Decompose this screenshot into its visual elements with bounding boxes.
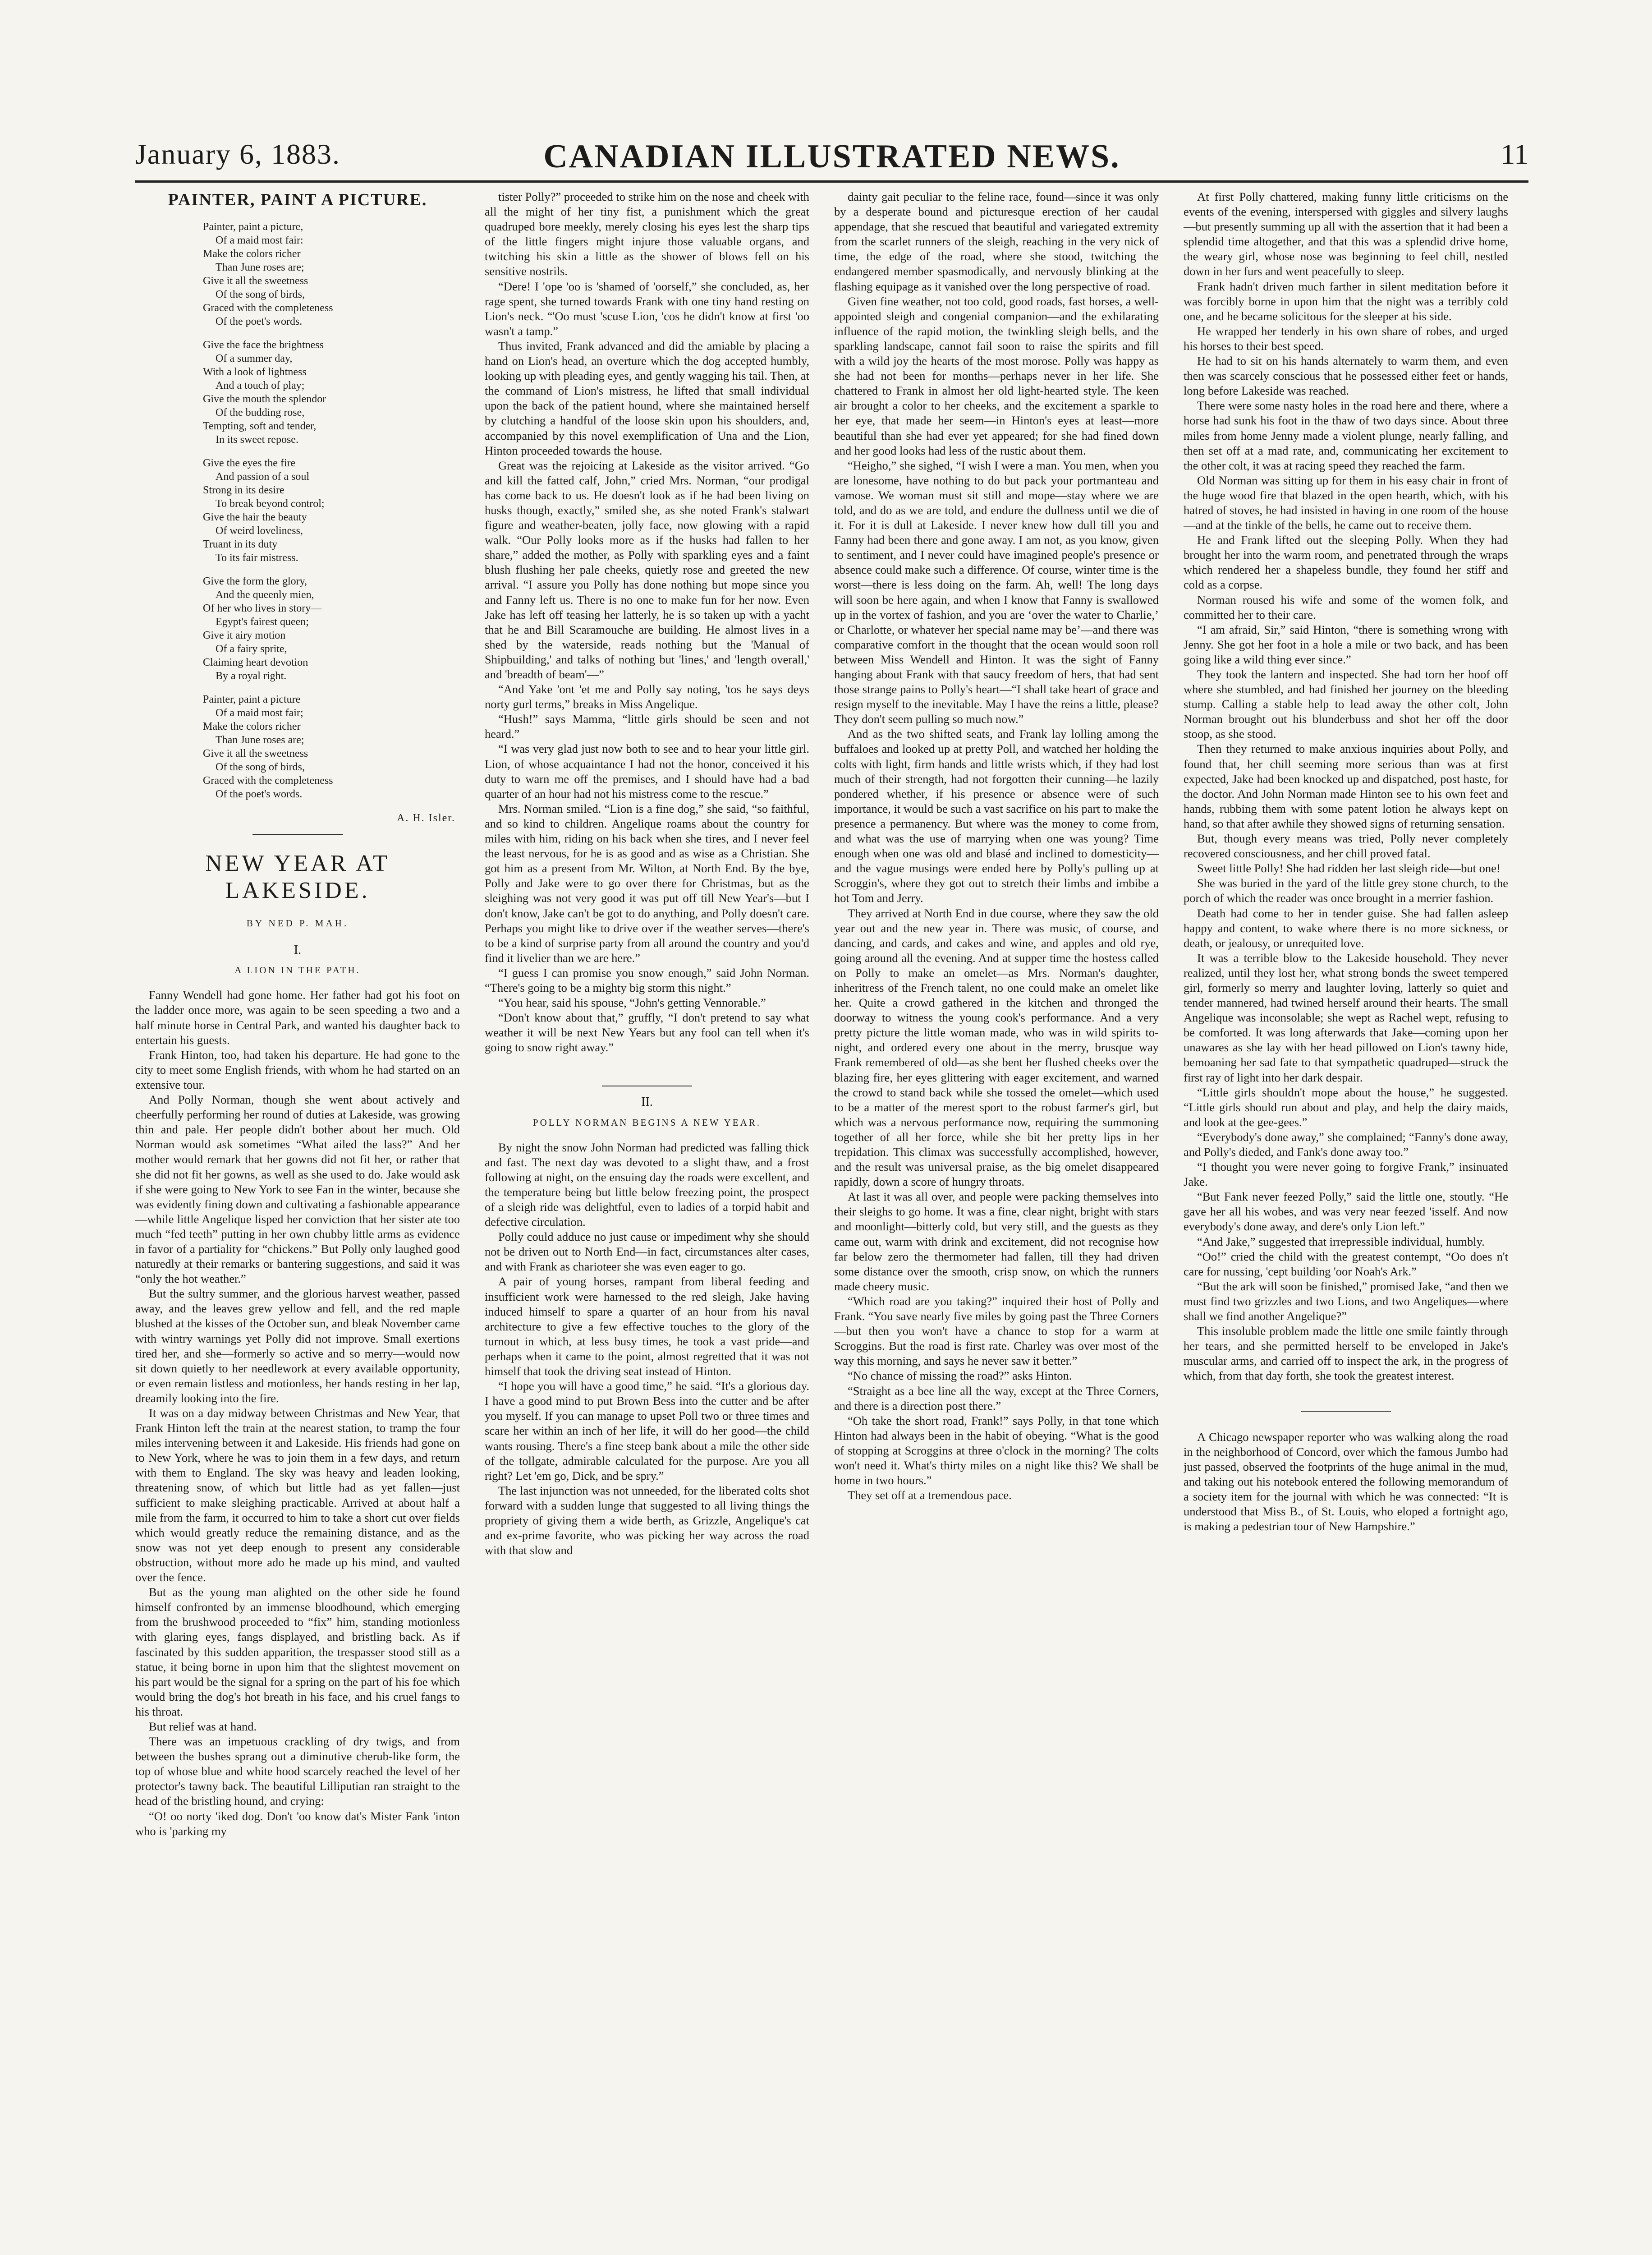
paragraph: Given fine weather, not too cold, good roads, fast horses, a well-appointed sleigh and congenial companion—and the exhilarating influence of the rapid motion, the twinkling sleigh bells, and the sparkling landscape, cannot fail soon to raise the spirits and fill with a wild joy the hearts of the most morose. Polly was happy as she had not been for months—perhaps never in her life. She chattered to Frank in almost her old light-hearted style. The keen air brought a color to her cheeks, and the excitement a sparkle to her eye, that made her seem—in Hinton's eyes at least—more beautiful than she had ever yet appeared; for she had fined down and her good looks had less of the rustic about them. [834, 294, 1159, 457]
paragraph: There was an impetuous crackling of dry twigs, and from between the bushes sprang out a diminutive cherub-like form, the top of whose blue and white hood scarcely reached the level of her protector's tawny back. The beautiful Lilliputian ran straight to the head of the bristling hound, and crying: [135, 1735, 460, 1808]
paragraph: She was buried in the yard of the little grey stone church, to the porch of which the reader was once brought in a merrier fashion. [1184, 876, 1508, 905]
chapter-2-numeral: II. [641, 1095, 653, 1109]
poem-line: And a touch of play; [216, 380, 305, 391]
paragraph: But the sultry summer, and the glorious harvest weather, passed away, and the leaves grew yellow and fell, and the red maple blushed at the kisses of the October sun, and bleak November came with wintry warnings yet Polly did not improve. Small exertions tired her, and she—formerly so active and so merry—would now sit down quietly to her needlework at every available opportunity, or even remain listless and motionless, her hands resting in her lap, dreamily looking into the fire. [135, 1287, 460, 1405]
poem-stanza [203, 456, 460, 565]
column-1-text [135, 988, 460, 1838]
column-4-text [1184, 189, 1508, 1384]
section-divider [252, 834, 343, 835]
header-rule [135, 180, 1528, 183]
poem-line: Of the poet's words. [216, 788, 303, 800]
paragraph: It was on a day midway between Christmas and New Year, that Frank Hinton left the train at the nearest station, to tramp the four miles intervening between it and Lakeside. His friends had gone on to New York, where he was to join them in a few days, and return with them to England. The sky was heavy and leaden looking, threatening snow, of which but little had as yet fallen—just sufficient to make sleighing practicable. Arrived at about half a mile from the farm, it occurred to him to take a short cut over fields which would greatly reduce the remaining distance, and as the snow was not yet deep enough to present any considerable obstruction, without more ado he made up his mind, and vaulted over the fence. [135, 1406, 460, 1584]
chapter-1-title: A LION IN THE PATH. [234, 965, 361, 976]
paragraph: Frank hadn't driven much farther in silent meditation before it was forcibly borne in upon him that the night was a terribly cold one, and he became solicitous for the sleeper at his side. [1184, 279, 1508, 323]
column-3-text [834, 189, 1159, 1503]
paragraph: By night the snow John Norman had predicted was falling thick and fast. The next day was devoted to a slight thaw, and a frost following at night, on the ensuing day the roads were excellent, and the temperature being but little below freezing point, the prospect of a sleigh ride was delightful, even to ladies of a torpid habit and defective circulation. [485, 1140, 809, 1229]
poem-line: Graced with the completeness [203, 775, 333, 787]
paragraph: “Hush!” says Mamma, “little girls should be seen and not heard.” [485, 712, 809, 741]
paragraph: “But the ark will soon be finished,” promised Jake, “and then we must find two grizzles and two Lions, and two Angeliques—where shall we find another Angelique?” [1184, 1279, 1508, 1323]
poem-line: Of the poet's words. [216, 316, 303, 327]
chapter-2-title: POLLY NORMAN BEGINS A NEW YEAR. [532, 1117, 762, 1128]
paragraph: Thus invited, Frank advanced and did the amiable by placing a hand on Lion's head, an overture which the dog accepted humbly, looking up with pleading eyes, and gently wagging his tail. Then, at the command of Lion's mistress, he lifted that small individual upon the back of the patient hound, where she maintained herself by clutching a handful of the loose skin upon his shoulders, and, accompanied by this novel exemplification of Una and the Lion, Hinton proceeded towards the house. [485, 339, 809, 457]
poem-stanza [203, 338, 460, 446]
paragraph: He had to sit on his hands alternately to warm them, and even then was scarcely conscious that he possessed either feet or hands, long before Lakeside was reached. [1184, 354, 1508, 398]
paragraph: Old Norman was sitting up for them in his easy chair in front of the huge wood fire that blazed in the open hearth, which, with his hatred of stoves, he had insisted in having in one room of the house—and at the tinkle of the bells, he came out to receive them. [1184, 473, 1508, 532]
poem-line: To break beyond control; [216, 498, 325, 510]
poem-stanza [203, 575, 460, 683]
poem-line: Claiming heart devotion [203, 657, 308, 668]
newspaper-title: CANADIAN ILLUSTRATED NEWS. [543, 138, 1120, 175]
paragraph: There were some nasty holes in the road here and there, where a horse had sunk his foot in the thaw of two days since. About three miles from home Jenny made a violent plunge, nearly falling, and then set off at a mad rate, and, communicating her excitement to the other colt, it was at racing speed they reached the farm. [1184, 399, 1508, 472]
poem-line: Of her who lives in story— [203, 603, 322, 614]
paragraph: At first Polly chattered, making funny little criticisms on the events of the evening, interspersed with giggles and silvery laughs—but presently summing up all with the assertion that it had been a splendid time altogether, and that this was a splendid drive home, the weary girl, whose nose was beginning to feel chill, nestled down in her furs and went peacefully to sleep. [1184, 190, 1508, 278]
poem-line: Give it airy motion [203, 630, 286, 641]
column-4-anecdote [1184, 1430, 1508, 1534]
poem-line: To its fair mistress. [216, 552, 298, 564]
paragraph: “Straight as a bee line all the way, except at the Three Corners, and there is a direction post there.” [834, 1384, 1159, 1413]
article-divider [1301, 1411, 1391, 1412]
poem-line: In its sweet repose. [216, 434, 298, 446]
column-2-text-a [485, 189, 809, 1055]
paragraph: He wrapped her tenderly in his own share of robes, and urged his horses to their best speed. [1184, 324, 1508, 353]
paragraph: A Chicago newspaper reporter who was walking along the road in the neighborhood of Concord, over which the famous Jumbo had just passed, observed the footprints of the huge animal in the mud, and taking out his notebook entered the following memorandum of a society item for the journal with which he was connected: “It is understood that Miss B., of St. Louis, who eloped a fortnight ago, is making a pedestrian tour of New Hampshire.” [1184, 1430, 1508, 1533]
poem-line: Of the song of birds, [216, 761, 305, 773]
column-2 [485, 189, 809, 2255]
poem-line: Give the hair the beauty [203, 511, 307, 523]
paragraph: “And Jake,” suggested that irrepressible individual, humbly. [1197, 1234, 1485, 1248]
paragraph: “Heigho,” she sighed, “I wish I were a man. You men, when you are lonesome, have nothing to do but pack your portmanteau and vamose. We woman must sit still and mope—stay where we are told, and do as we are told, and endure the dullness until we die of it. For it is dull at Lakeside. I never knew how dull till you and Fanny had been there and gone away. I am not, as you know, given to sentiment, and I never could have imagined people's presence or absence could make such a difference. Of course, winter time is the worst—there is less doing on the farm. Ah, well! The long days will soon be here again, and when I know that Fanny is swallowed up in the vortex of fashion, and you are ‘over the water to Charlie,’ or Charlotte, or whatever her special name may be’—and there was comparative comfort in the thought that the ocean would soon roll between Miss Wendell and Hinton. It was the sight of Fanny hanging about Frank with that saucy freedom of hers, that had sent those strange pains to Polly's heart—“I shall take heart of grace and resign myself to the inevitable. May I have the reins a little, please? They don't seem pulling so much now.” [834, 458, 1159, 726]
poem-line: Give it all the sweetness [203, 275, 308, 287]
paragraph: And as the two shifted seats, and Frank lay lolling among the buffaloes and looked up at pretty Poll, and watched her holding the colts with light, firm hands and little wrists which, if they had lost much of their strength, had not forgotten their cunning—he lazily pondered whether, if his presence or absence were of such importance, it would be such a vast sacrifice on his part to make the presence a permanency. But where was the money to come from, and what was the use of marrying when one was young? Time enough when one was old and blasé and inclined to domesticity—and the vague musings were ended here by Polly's pulling up at Scroggin's, where they got out to stretch their limbs and imbibe a hot Tom and Jerry. [834, 727, 1159, 905]
paragraph: Mrs. Norman smiled. “Lion is a fine dog,” she said, “so faithful, and so kind to children. Angelique roams about the country for miles with him, riding on his back when she tires, and I never feel the least nervous, for he is as good and as wise as a Christian. She got him as a present from Mr. Wilton, at North End. By the bye, Polly and Jake were to go over there for Christmas, but as the sleighing was not very good it was put off till New Year's—but I don't know, Jake can't be got to do anything, and Polly doesn't care. Perhaps you might like to drive over if the weather serves—there's to be a kind of surprise party from all around the country and you'd find it livelier than we are here.” [485, 801, 809, 965]
paragraph: They took the lantern and inspected. She had torn her hoof off where she stumbled, and had finished her journey on the bleeding stump. Calling a stable help to lead away the other colt, John Norman brought out his blunderbuss and shot her off the door stoop, as she stood. [1184, 667, 1508, 741]
paragraph: “I am afraid, Sir,” said Hinton, “there is something wrong with Jenny. She got her foot in a hole a mile or two back, and has been going like a wild thing ever since.” [1184, 622, 1508, 666]
story-title: NEW YEAR AT LAKESIDE. [205, 851, 390, 904]
paragraph: It was a terrible blow to the Lakeside household. They never realized, until they lost her, what strong bonds the sweet tempered girl, formerly so merry and laughter loving, latterly so quiet and tender mannered, had twined herself around their hearts. The small Angelique was inconsolable; she wept as Rachel wept, refusing to be comforted. It was long afterwards that Jake—coming upon her unawares as she lay with her head pillowed on Lion's tawny hide, bemoaning her sad fate to that sympathetic quadruped—struck the first ray of light into her dark despair. [1184, 951, 1508, 1084]
poem-line: Of weird loveliness, [216, 525, 303, 537]
paragraph: “Little girls shouldn't mope about the house,” he suggested. “Little girls should run about and play, and help the dairy maids, and look at the gee-gees.” [1184, 1085, 1508, 1129]
paragraph: Death had come to her in tender guise. She had fallen asleep happy and content, to wake where there is no more sickness, or death, or jealousy, or unrequited love. [1184, 906, 1508, 950]
paragraph: “No chance of missing the road?” asks Hinton. [848, 1369, 1072, 1383]
poem-line: Of a maid most fair: [216, 235, 303, 246]
poem-author: A. H. Isler. [397, 812, 455, 824]
paragraph: “Dere! I 'ope 'oo is 'shamed of 'oorself,” she concluded, as, her rage spent, she turned towards Frank with one tiny hand resting on Lion's neck. “'Oo must 'scuse Lion, 'cos he didn't know at first 'oo wasn't a tamp.” [485, 279, 809, 338]
poem-line: And the queenly mien, [216, 589, 314, 601]
paragraph: Then they returned to make anxious inquiries about Polly, and found that, her chill seeming more serious than was at first expected, Jake had been knocked up and dispatched, post haste, for the doctor. And John Norman made Hinton see to his own feet and hands, rubbing them with some patent lotion he always kept on hand, so that after awhile they showed signs of returning sensation. [1184, 742, 1508, 830]
poem-line: Graced with the completeness [203, 302, 333, 314]
poem-line: Of a fairy sprite, [216, 643, 287, 655]
poem-line: Than June roses are; [216, 734, 304, 746]
paragraph: Sweet little Polly! She had ridden her last sleigh ride—but one! [1197, 861, 1501, 875]
poem-line: Of a summer day, [216, 353, 293, 364]
poem-line: With a look of lightness [203, 366, 307, 378]
poem-line: Painter, paint a picture [203, 694, 301, 705]
paragraph: “Oh take the short road, Frank!” says Polly, in that tone which Hinton had always been in the habit of obeying. “What is the good of stopping at Scroggins at three o'clock in the morning? The colts won't need it. What's thirty miles on a night like this? We shall be home in two hours.” [834, 1413, 1159, 1487]
paragraph: “I guess I can promise you snow enough,” said John Norman. “There's going to be a mighty big storm this night.” [485, 966, 809, 994]
paragraph: “Everybody's done away,” she complained; “Fanny's done away, and Polly's dieded, and Fank's done away too.” [1184, 1130, 1508, 1159]
paragraph: This insoluble problem made the little one smile faintly through her tears, and she permitted herself to be enveloped in Jake's muscular arms, and carried off to inspect the ark, in the progress of which, from that day forth, she took the greatest interest. [1184, 1324, 1508, 1383]
issue-date: January 6, 1883. [135, 138, 341, 170]
poem-line: Tempting, soft and tender, [203, 420, 317, 432]
paragraph: “You hear, said his spouse, “John's getting Vennorable.” [498, 996, 766, 1010]
poem-stanza [203, 220, 460, 328]
poem-line: Painter, paint a picture, [203, 221, 303, 233]
poem-line: Give the form the glory, [203, 575, 307, 587]
poem-line: Truant in its duty [203, 538, 278, 550]
paragraph: They set off at a tremendous pace. [848, 1488, 1012, 1502]
page-number: 11 [1501, 138, 1528, 170]
paragraph: They arrived at North End in due course, where they saw the old year out and the new year in. There was music, of course, and dancing, and cards, and cakes and wine, and apples and old rye, going around all the evening. And at supper time the hostess called on Polly to make an omelet—as Mrs. Norman's daughter, inheritress of the French talent, no one could make an omelet like her. Quite a crowd gathered in the kitchen and thronged the doorway to witness the young cook's performance. And a very pretty picture the little woman made, who was in wild spirits to-night, and ordered every one about in the merry, brusque way Frank remembered of old—as she bent her flushed cheeks over the blazing fire, her eyes glittering with eager excitement, and warned the crowd to stand back while she tossed the omelet—which used to be a matter of the merest sport to the robust farmer's girl, but which was a nervous performance now, requiring the summoning together of all her force, while she bit her pretty lips in her trepidation. This climax was successfully accomplished, however, and the result was universal praise, as the big omelet disappeared rapidly, down a score of hungry throats. [834, 906, 1159, 1189]
paragraph: But as the young man alighted on the other side he found himself confronted by an immense bloodhound, which emerging from the brushwood proceeded to “fix” him, standing motionless with glaring eyes, fangs displayed, and bristling back. As if fascinated by this sudden apparition, the trespasser stood still as a statue, it being borne in upon him that the slightest movement on his part would be the signal for a spring on the part of his foe which would bring the dog's hot breath in his face, and his cruel fangs to his throat. [135, 1585, 460, 1718]
paragraph: Fanny Wendell had gone home. Her father had got his foot on the ladder once more, was again to be seen speeding a two and a half minute horse in Central Park, and wanted his daughter back to entertain his guests. [135, 988, 460, 1047]
paragraph: dainty gait peculiar to the feline race, found—since it was only by a desperate bound and picturesque erection of her caudal appendage, that she rescued that beautiful and variegated extremity from the scarlet runners of the sleigh, reaching in the very nick of time, the edge of the road, where she stood, twitching the endangered member spasmodically, and nervously blinking at the flashing equipage as it vanished over the long perspective of road. [834, 190, 1159, 293]
paragraph: And Polly Norman, though she went about actively and cheerfully performing her round of duties at Lakeside, was growing thin and pale. Her people didn't bother about her much. Old Norman would ask sometimes “What ailed the lass?” And her mother would remark that her gowns did not fit her, or rather that she did not fit her gowns, as well as she used to do. Jake would ask if she were going to New York to see Fan in the winter, because she was evidently fining down and cultivating a fashionable appearance—while little Angelique lisped her conviction that her sister ate too much “fed teeth” putting in her own chubby little arms as evidence in favor of a partiality for “chickens.” But Polly only laughed good naturedly at their remarks or bantering suggestions, and said it was “only the hot weather.” [135, 1093, 460, 1286]
poem-line: Of the song of birds, [216, 289, 305, 300]
paragraph: “Oo!” cried the child with the greatest contempt, “Oo does n't care for nussing, 'cept building 'oor Noah's Ark.” [1184, 1249, 1508, 1278]
paragraph: A pair of young horses, rampant from liberal feeding and insufficient work were harnessed to the red sleigh, Jake having induced himself to spare a quarter of an hour from his naval architecture to give a few effective touches to the glory of the turnout in which, at less busy times, he took a vast pride—and perhaps when it came to the point, almost regretted that it was not himself that took the driving seat instead of Hinton. [485, 1275, 809, 1378]
poem-line: Give the face the brightness [203, 339, 324, 351]
poem-line: Than June roses are; [216, 262, 304, 273]
paragraph: He and Frank lifted out the sleeping Polly. When they had brought her into the warm room, and penetrated through the wraps which rendered her a shapeless bundle, they found her stiff and cold as a corpse. [1184, 533, 1508, 592]
paragraph: “I was very glad just now both to see and to hear your little girl. Lion, of whose acquaintance I had not the honor, conceived it his duty to warn me off the premises, and I should have had a bad quarter of an hour had not his mistress come to the rescue.” [485, 742, 809, 801]
poem-line: Give the mouth the splendor [203, 393, 326, 405]
poem-line: Of the budding rose, [216, 407, 305, 419]
chapter-1-numeral: I. [294, 943, 302, 957]
paragraph: The last injunction was not unneeded, for the liberated colts shot forward with a sudden lunge that suggested to all living things the propriety of giving them a wide berth, as Grizzle, Angelique's cat and ex-prime favorite, who was picking her way across the road with that slow and [485, 1483, 809, 1557]
poem-line: Give it all the sweetness [203, 748, 308, 759]
column-2-text-b [485, 1140, 809, 1558]
paragraph: Great was the rejoicing at Lakeside as the visitor arrived. “Go and kill the fatted calf, John,” cried Mrs. Norman, “our prodigal has come back to us. He doesn't look as if he had been living on husks though, exactly,” smiled she, as she noted Frank's stalwart figure and weather-beaten, jolly face, now glowing with a rapid walk. “Our Polly looks more as if the husks had fallen to her share,” added the mother, as Polly with sparkling eyes and a faint blush flushing her pale cheeks, quietly rose and greeted the new arrival. “I assure you Polly has done nothing but mope since you and Fanny left us. There is no one to make fun for her now. Even Jake has left off teasing her latterly, he is so taken up with a yacht that he and Bill Scaramouche are building. He almost lives in a shed by the waterside, reads nothing but the 'Manual of Shipbuilding,' and talks of nothing but 'lines,' and 'length overall,' and 'breadth of beam'—” [485, 458, 809, 681]
paragraph: tister Polly?” proceeded to strike him on the nose and cheek with all the might of her tiny fist, a punishment which the great quadruped bore meekly, merely closing his eyes lest the sharp tips of the little fingers might injure those valuable organs, and twitching his skin a little as the shower of blows fell on his sensitive nostrils. [485, 190, 809, 278]
paragraph: “And Yake 'ont 'et me and Polly say noting, 'tos he says deys norty gurl terms,” breaks in Miss Angelique. [485, 682, 809, 711]
paragraph: At last it was all over, and people were packing themselves into their sleighs to go home. It was a fine, clear night, bright with stars and moonlight—bitterly cold, but very still, and the guests as they came out, warm with drink and excitement, did not recognise how far below zero the thermometer had fallen, till they had driven some distance over the smooth, crisp snow, on which the runners made cheery music. [834, 1190, 1159, 1293]
poem-line: Of a maid most fair; [216, 707, 303, 719]
paragraph: “Don't know about that,” gruffly, “I don't pretend to say what weather it will be next New Years but any fool can tell when it's going to snow right away.” [485, 1011, 809, 1054]
paragraph: But, though every means was tried, Polly never completely recovered consciousness, and her chill proved fatal. [1184, 832, 1508, 861]
paragraph: “Which road are you taking?” inquired their host of Polly and Frank. “You save nearly five miles by going past the Three Corners—but then you won't have a chance to stop for a warm at Scroggins. But the road is first rate. Charley was over most of the way this morning, and says he never saw it better.” [834, 1294, 1159, 1368]
column-3 [834, 189, 1159, 2255]
masthead [135, 129, 1528, 183]
column-1 [135, 189, 460, 2255]
paragraph: “I hope you will have a good time,” he said. “It's a glorious day. I have a good mind to put Brown Bess into the cutter and be after you myself. If you can manage to upset Poll two or three times and scare her within an inch of her life, it will do her good—the child wants rousing. There's a fine steep bank about a mile the other side of the tollgate, admirable calculated for the purpose. Are you all right? Let 'em go, Dick, and be spry.” [485, 1379, 809, 1482]
poem-line: Make the colors richer [203, 721, 301, 732]
paragraph: But relief was at hand. [149, 1719, 257, 1733]
paragraph: “But Fank never feezed Polly,” said the little one, stoutly. “He gave her all his wobes, and was very near feezed 'isself. And now everybody's done away, and dere's only Lion left.” [1184, 1190, 1508, 1233]
poem-line: Make the colors richer [203, 248, 301, 260]
poem-title: PAINTER, PAINT A PICTURE. [168, 190, 427, 209]
paragraph: Polly could adduce no just cause or impediment why she should not be driven out to North End—in fact, circumstances alter cases, and with Frank as charioteer she was even eager to go. [485, 1230, 809, 1274]
poem-stanza [203, 693, 460, 801]
poem-line: Egypt's fairest queen; [216, 616, 309, 628]
poem-line: And passion of a soul [216, 471, 309, 483]
story-byline: BY NED P. MAH. [246, 918, 349, 929]
paragraph: “I thought you were never going to forgive Frank,” insinuated Jake. [1184, 1160, 1508, 1189]
poem-body [135, 220, 460, 801]
poem-line: By a royal right. [216, 670, 287, 682]
paragraph: Norman roused his wife and some of the women folk, and committed her to their care. [1184, 593, 1508, 621]
poem-line: Strong in its desire [203, 484, 285, 496]
paragraph: Frank Hinton, too, had taken his departure. He had gone to the city to meet some English friends, with whom he had started on an extensive tour. [135, 1048, 460, 1091]
paragraph: “O! oo norty 'iked dog. Don't 'oo know dat's Mister Fank 'inton who is 'parking my [135, 1809, 460, 1838]
column-4 [1184, 189, 1508, 2255]
poem-line: Give the eyes the fire [203, 457, 296, 469]
